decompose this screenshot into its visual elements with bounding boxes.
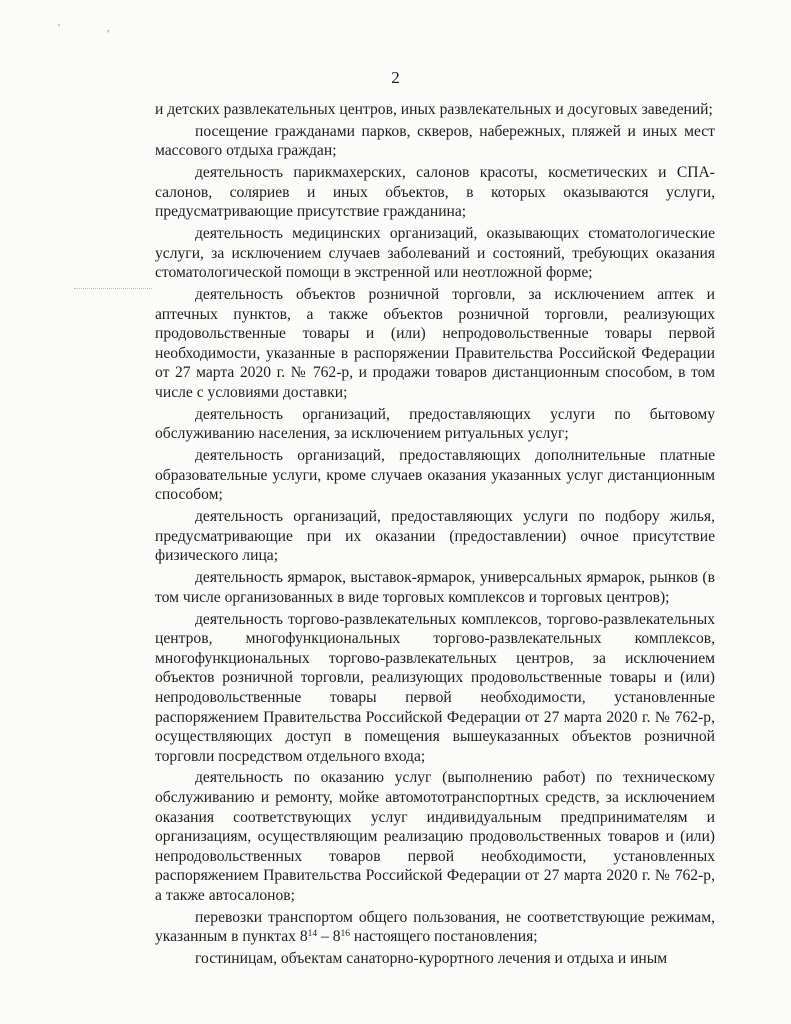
paragraph-text: настоящего постановления;	[350, 928, 538, 946]
paragraph: деятельность организаций, предоставляющих дополнительные платные образовательные услуги, кроме случаев оказания указанных услуг дистанционным способом;	[155, 447, 715, 504]
paragraph: деятельность ярмарок, выставок-ярмарок, универсальных ярмарок, рынков (в том числе организованных в виде торговых комплексов и торговых центров);	[155, 569, 715, 606]
document-body	[155, 100, 715, 971]
paragraph: деятельность медицинских организаций, оказывающих стоматологические услуги, за исключением случаев заболеваний и состояний, требующих оказания стоматологической помощи в экстренной или неотложной форме;	[155, 225, 715, 282]
superscript: 14	[307, 929, 318, 940]
paragraph: деятельность организаций, предоставляющих услуги по подбору жилья, предусматривающие при их оказании (предоставлении) очное присутствие физического лица;	[155, 508, 715, 565]
paragraph: гостиницам, объектам санаторно-курортного лечения и отдыха и иным	[195, 950, 668, 968]
paragraph: деятельность организаций, предоставляющих услуги по бытовому обслуживанию населения, за исключением ритуальных услуг;	[155, 405, 715, 443]
superscript: 16	[340, 929, 351, 940]
paragraph-text: перевозки транспортом общего пользования, не соответствующие режимам, указанным в пунктах 8	[155, 908, 715, 946]
scan-artifact-line	[74, 288, 152, 289]
paragraph: деятельность объектов розничной торговли, за исключением аптек и аптечных пунктов, а также объектов розничной торговли, реализующих продовольственные товары и (или) непродовольственные товары первой необходимости, указанные в распоряжении Правительства Российской Федерации от 27 марта 2020 г. № 762-р, и продажи товаров дистанционным способом, в том числе с условиями доставки;	[155, 286, 715, 402]
paragraph: посещение гражданами парков, скверов, набережных, пляжей и иных мест массового отдыха граждан;	[155, 122, 715, 160]
paragraph: деятельность парикмахерских, салонов красоты, косметических и СПА-салонов, соляриев и иных объектов, в которых оказываются услуги, предусматривающие присутствие гражданина;	[155, 164, 715, 221]
paragraph: и детских развлекательных центров, иных развлекательных и досуговых заведений;	[155, 101, 713, 118]
paragraph: деятельность по оказанию услуг (выполнению работ) по техническому обслуживанию и ремонту, мойке автомототранспортных средств, за исключением оказания соответствующих услуг индивидуальным предпринимателям и организациям, осуществляющим реализацию продовольственных товаров и (или) непродовольственных товаров первой необходимости, установленных распоряжением Правительства Российской Федерации от 27 марта 2020 г. № 762-р, а также автосалонов;	[155, 769, 715, 905]
paragraph: деятельность торгово-развлекательных комплексов, торгово-развлекательных центров, многофункциональных торгово-развлекательных комплексов, многофункциональных торгово-развлекательных центров, за исключением объектов розничной торговли, реализующих продовольственные товары и (или) непродовольственные товары первой необходимости, установленные распоряжением Правительства Российской Федерации от 27 марта 2020 г. № 762-р, осуществляющих доступ в помещения вышеуказанных объектов розничной торговли посредством отдельного входа;	[155, 610, 715, 765]
paragraph	[155, 908, 715, 947]
page-number: 2	[391, 68, 400, 87]
margin-marks: ' ,	[58, 22, 132, 34]
paragraph-text: – 8	[317, 928, 341, 946]
